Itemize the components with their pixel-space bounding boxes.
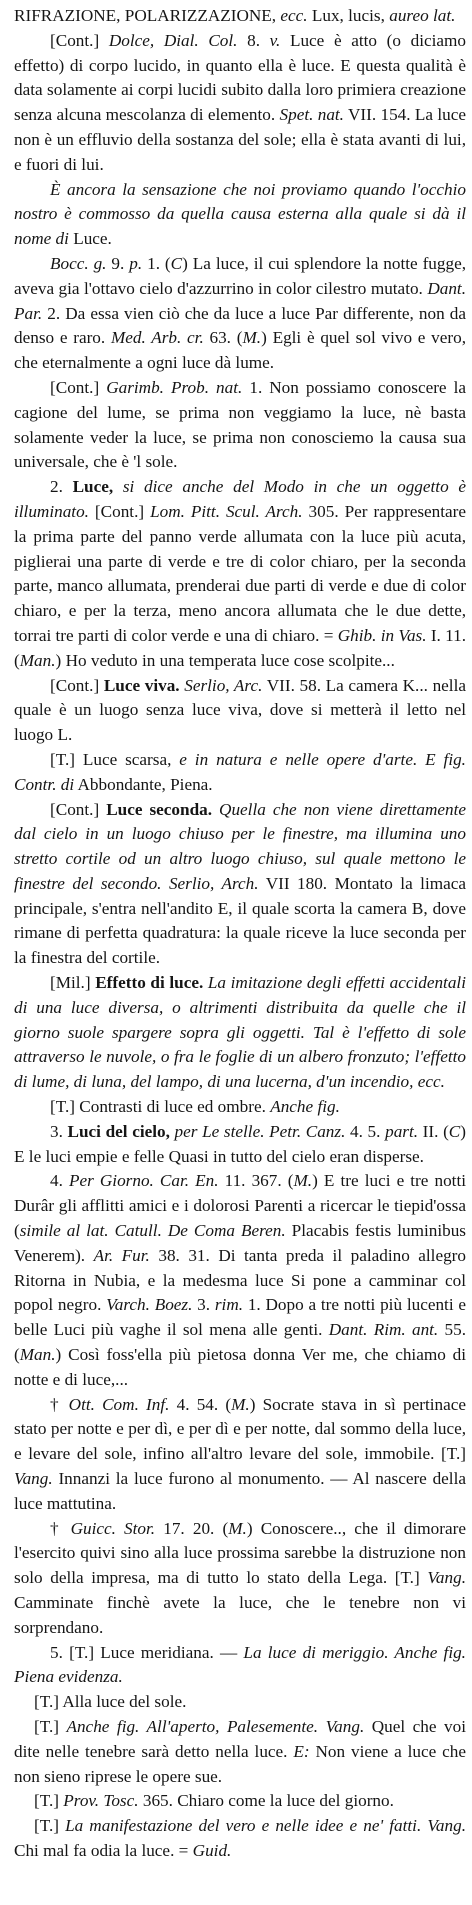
- body-text: [Cont.]: [50, 675, 104, 695]
- italic-text: per Le stelle. Petr. Canz.: [169, 1121, 346, 1141]
- body-text: 17. 20. (: [155, 1518, 229, 1538]
- italic-text: Ghib. in Vas.: [337, 625, 427, 645]
- body-text: [Cont.]: [50, 377, 107, 397]
- italic-text: Garimb. Prob. nat.: [106, 377, 243, 397]
- italic-text: La imitazione degli effetti accidentali di una luce diversa, o altrimenti distribuita da quelle che il giorno suole spargere sopra gli oggetti. Tal è l'effetto di sole attraverso le nuvole, o fra le foglie di un albero fronzuto; l'effetto di lume, di luna, del lampo, di una lucerna, d'un incendio, ecc.: [14, 973, 466, 1092]
- body-text: [T.]: [34, 1791, 64, 1811]
- body-text: I. 11. (: [14, 625, 466, 670]
- body-text: 305. Per rappresentare la prima parte del panno verde allumata con la luce più acuta, piglierai una parte di verde e tre di color chiaro, per la seconda parte, manco allumata, prenderai due parti di verde e due di color chiaro, e per la terza, meno ancora allumata che le due dette, torrai tre parti di color verde e una di chiaro. =: [14, 501, 466, 645]
- body-text: Innanzi la luce furono al monumento. — Al nascere della luce mattutina.: [14, 1469, 466, 1513]
- italic-text: Prov. Tosc.: [63, 1791, 139, 1811]
- entry-paragraph: [14, 1814, 466, 1864]
- entry-paragraph: [14, 798, 466, 972]
- body-text: 38. 31. Di tanta preda il paladino allegro Ritorna in Nubia, e la medesma luce Si pone a camminar col popol negro.: [14, 1245, 466, 1315]
- body-text: 11. 367. (: [218, 1171, 294, 1191]
- entry-paragraph: [14, 1715, 466, 1789]
- entry-paragraph: [14, 29, 466, 178]
- body-text: 1. Dopo a tre notti più lucenti e belle Luci più vaghe il sol mena alle genti.: [14, 1295, 467, 1340]
- body-text: [Cont.]: [50, 799, 107, 819]
- italic-text: part.: [385, 1121, 419, 1141]
- headword-text: Luce,: [72, 477, 114, 497]
- body-text: VII. 58. La camera K... nella quale è un luogo senza luce viva, dove si metterà il letto nel luogo L.: [14, 675, 466, 745]
- body-text: [T.] Contrasti di luce ed ombre.: [50, 1097, 271, 1117]
- italic-text: ecc.: [280, 6, 308, 25]
- body-text: [Cont.]: [50, 30, 109, 50]
- entry-paragraph: [14, 1393, 466, 1517]
- body-text: [Mil.]: [50, 973, 96, 993]
- italic-text: Quella che non viene direttamente dal cielo in un luogo chiuso per le finestre, ma illumina uno stretto cortile od un altro luogo chiuso, sul quale mettono le finestre del secondo. Serlio, Arch.: [14, 799, 466, 893]
- body-text: Camminate finchè avete la luce, che le tenebre non vi sorprendano.: [14, 1593, 466, 1637]
- entry-paragraph: [14, 376, 466, 475]
- italic-text: Lom. Pitt. Scul. Arch.: [150, 501, 303, 521]
- entry-paragraph: [14, 252, 466, 376]
- italic-text: M.: [231, 1394, 250, 1414]
- body-text: 63. (: [203, 328, 243, 348]
- headword-text: Luce viva.: [103, 675, 180, 695]
- entry-paragraph: [14, 1789, 466, 1814]
- body-text: ) E tre luci e tre notti Durâr gli afflitti amici e i dolorosi Parenti a ricercar le tiepid'ossa (: [14, 1171, 467, 1241]
- body-text: 5. [T.] Luce meridiana. —: [50, 1642, 244, 1662]
- entry-paragraph: [14, 4, 466, 29]
- italic-text: Varch. Boez.: [106, 1295, 193, 1315]
- body-text: 3.: [50, 1121, 68, 1141]
- body-text: †: [50, 1518, 71, 1538]
- body-text: 55. (: [14, 1320, 467, 1365]
- italic-text: M.: [242, 328, 262, 348]
- italic-text: Vang.: [14, 1469, 53, 1489]
- italic-text: Med. Arb. cr.: [110, 328, 204, 348]
- body-text: Non viene a luce che non sieno riprese le opere sue.: [14, 1741, 467, 1786]
- italic-text: La manifestazione del vero e nelle idee e ne' fatti. Vang.: [65, 1816, 466, 1836]
- body-text: ) Socrate stava in sì pertinace stato per notte e per dì, e per dì e per notte, dal sommo della luce, e levare del sole, infino all'altro levare del sole, immobile. [T.]: [14, 1394, 466, 1464]
- body-text: Lux, lucis,: [307, 6, 390, 25]
- entry-paragraph: [14, 971, 466, 1095]
- italic-text: Guid.: [192, 1840, 232, 1860]
- body-text: 2. Da essa vien ciò che da luce a luce Par differente, non da denso e raro.: [14, 303, 466, 348]
- italic-text: M.: [228, 1518, 247, 1538]
- body-text: [T.]: [34, 1716, 67, 1736]
- body-text: ) Egli è quel sol vivo e vero, che eternalmente a ogni luce dà lume.: [14, 328, 466, 373]
- body-text: VII 180. Montato la limaca principale, s'entra nell'andito E, il quale scorta la camera B, dove rimane di perfetta quadratura: la quale riceve la luce seconda per la finestra del cortile.: [14, 873, 466, 968]
- italic-text: Anche fig. All'aperto, Palesemente. Vang.: [66, 1716, 365, 1736]
- body-text: 365. Chiaro come la luce del giorno.: [138, 1791, 394, 1811]
- entry-paragraph: [14, 674, 466, 748]
- entry-paragraph: [14, 178, 466, 252]
- italic-text: simile al lat. Catull. De Coma Beren.: [19, 1221, 286, 1241]
- body-text: [Cont.]: [88, 501, 151, 521]
- entry-paragraph: [14, 1095, 466, 1120]
- italic-text: e in natura e nelle opere d'arte. E fig. Contr. di: [14, 749, 466, 794]
- italic-text: È ancora la sensazione che noi proviamo quando l'occhio nostro è commosso da quella causa esterna alla quale si dà il nome di: [14, 179, 466, 249]
- italic-text: Dant. Rim. ant.: [328, 1320, 439, 1340]
- italic-text: Ott. Com. Inf.: [68, 1394, 170, 1414]
- body-text: ) Così foss'ella più pietosa donna Ver me, che chiamo di notte e di luce,...: [14, 1345, 466, 1389]
- body-text: ) Conoscere.., che il dimorare l'esercito quivi sino alla luce prossima sarebbe la distruzione non solo della impresa, ma di tutto lo stato della Lega. [T.]: [14, 1518, 466, 1588]
- italic-text: C: [448, 1121, 461, 1141]
- entry-paragraph: [14, 475, 466, 673]
- entry-paragraph: [14, 1120, 466, 1170]
- italic-text: Bocc. g.: [50, 253, 107, 273]
- italic-text: v.: [269, 30, 281, 50]
- entry-paragraph: [14, 1517, 466, 1641]
- italic-text: Spet. nat.: [279, 105, 344, 125]
- italic-text: rim.: [214, 1295, 244, 1315]
- body-text: ) E le luci empie e felle Quasi in tutto del cielo eran disperse.: [14, 1121, 466, 1166]
- italic-text: Anche fig.: [270, 1097, 340, 1117]
- entry-paragraph: [14, 748, 466, 798]
- body-text: [T.]: [34, 1816, 66, 1836]
- italic-text: Man.: [19, 1345, 56, 1365]
- body-text: Luce.: [68, 229, 112, 249]
- body-text: Abbondante, Piena.: [74, 774, 213, 794]
- italic-text: Dolce, Dial. Col.: [108, 30, 238, 50]
- italic-text: aureo lat.: [389, 6, 456, 25]
- body-text: ) Ho veduto in una temperata luce cose scolpite...: [55, 650, 395, 670]
- body-text: Chi mal fa odia la luce. =: [14, 1840, 193, 1860]
- italic-text: M.: [293, 1171, 313, 1191]
- italic-text: Serlio, Arc.: [184, 675, 263, 695]
- body-text: II. (: [418, 1121, 449, 1141]
- italic-text: Per Giorno. Car. En.: [68, 1171, 219, 1191]
- body-text: 9.: [106, 253, 130, 273]
- body-text: Luce è atto (o diciamo effetto) di corpo lucido, in quanto ella è luce. E questa qualità è data solamente ai corpi lucidi subito dalla loro primiera creazione senza alcuna mescolanza di elemento.: [14, 30, 467, 125]
- italic-text: Ar. Fur.: [93, 1245, 150, 1265]
- dictionary-entry-luce: [14, 4, 466, 1864]
- body-text: 3.: [192, 1295, 215, 1315]
- italic-text: C: [170, 253, 183, 273]
- body-text: 4. 54. (: [169, 1394, 232, 1414]
- body-text: 2.: [50, 477, 73, 497]
- italic-text: Man.: [19, 650, 56, 670]
- italic-text: p.: [129, 253, 143, 273]
- italic-text: E:: [293, 1741, 310, 1761]
- body-text: RIFRAZIONE, POLARIZZAZIONE: [14, 6, 272, 25]
- body-text: Placabis festis luminibus Venerem).: [14, 1221, 466, 1265]
- italic-text: La luce di meriggio. Anche fig. Piena evidenza.: [14, 1642, 466, 1687]
- headword-text: Luci del cielo,: [67, 1121, 170, 1141]
- italic-text: si dice anche del Modo in che un oggetto è illuminato.: [14, 477, 466, 521]
- entry-paragraph: [14, 1169, 466, 1392]
- italic-text: Vang.: [427, 1568, 466, 1588]
- body-text: 4.: [50, 1171, 69, 1191]
- headword-text: Effetto di luce.: [95, 973, 204, 993]
- entry-paragraph: [14, 1641, 466, 1691]
- body-text: 1. (: [142, 253, 171, 273]
- body-text: 8.: [237, 30, 270, 50]
- body-text: [T.] Luce scarsa,: [50, 749, 180, 769]
- headword-text: Luce seconda.: [106, 799, 213, 819]
- entry-paragraph: [14, 1690, 466, 1715]
- italic-text: Guicc. Stor.: [70, 1518, 156, 1538]
- italic-text: Dant. Par.: [14, 278, 466, 323]
- body-text: ) La luce, il cui splendore la notte fugge, aveva gia l'ottavo cielo d'azzurrino in color cilestro mutato.: [14, 253, 466, 298]
- body-text: 4. 5.: [345, 1121, 386, 1141]
- body-text: ,: [271, 6, 281, 25]
- body-text: Quel che voi dite nelle tenebre sarà detto nella luce.: [14, 1716, 466, 1761]
- body-text: †: [50, 1394, 69, 1414]
- body-text: [T.] Alla luce del sole.: [34, 1692, 187, 1712]
- body-text: 1. Non possiamo conoscere la cagione del lume, se prima non veggiamo la luce, nè basta solamente veder la luce, se prima non conosciemo la causa sua universale, che è 'l sole.: [14, 377, 466, 472]
- body-text: VII. 154. La luce non è un effluvio della sostanza del sole; ella è stata avanti di lui, e fuori di lui.: [14, 105, 466, 174]
